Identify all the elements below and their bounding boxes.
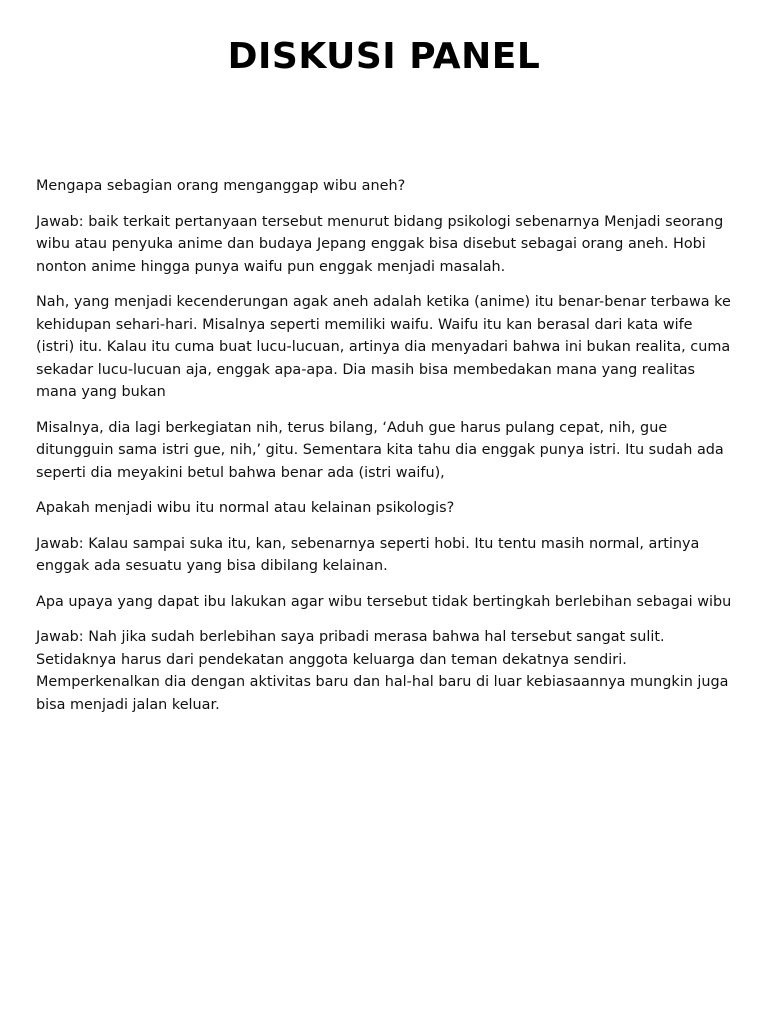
paragraph-answer-2: Jawab: Kalau sampai suka itu, kan, sebenarnya seperti hobi. Itu tentu masih normal, artinya enggak ada sesuatu yang bisa dibilang kelainan.: [36, 535, 700, 574]
paragraph-answer-3: Jawab: Nah jika sudah berlebihan saya pribadi merasa bahwa hal tersebut sangat sulit. Setidaknya harus dari pendekatan anggota keluarga dan teman dekatnya sendiri. Memperkenalkan dia dengan aktivitas baru dan hal-hal baru di luar kebiasaannya mungkin juga bisa menjadi jalan keluar.: [36, 629, 729, 713]
paragraph-question-3: Apa upaya yang dapat ibu lakukan agar wibu tersebut tidak bertingkah berlebihan sebagai wibu: [36, 593, 732, 610]
paragraph-question-1: Mengapa sebagian orang menganggap wibu aneh?: [36, 178, 406, 194]
paragraph-answer-1: Jawab: baik terkait pertanyaan tersebut menurut bidang psikologi sebenarnya Menjadi seorang wibu atau penyuka anime dan budaya Jepang enggak bisa disebut sebagai orang aneh. Hobi nonton anime hingga punya waifu pun enggak menjadi masalah.: [36, 213, 724, 275]
document-body: [36, 175, 734, 729]
page-title: DISKUSI PANEL: [227, 36, 541, 77]
paragraph-question-2: Apakah menjadi wibu itu normal atau kelainan psikologis?: [36, 500, 455, 516]
paragraph-answer-1-continued: Nah, yang menjadi kecenderungan agak aneh adalah ketika (anime) itu benar-benar terbawa ke kehidupan sehari-hari. Misalnya seperti memiliki waifu. Waifu itu kan berasal dari kata wife (istri) itu. Kalau itu cuma buat lucu-lucuan, artinya dia menyadari bahwa ini bukan realita, cuma sekadar lucu-lucuan aja, enggak apa-apa. Dia masih bisa membedakan mana yang realitas mana yang bukan: [36, 294, 731, 400]
paragraph-answer-1-example: Misalnya, dia lagi berkegiatan nih, terus bilang, ‘Aduh gue harus pulang cepat, nih, gue ditungguin sama istri gue, nih,’ gitu. Sementara kita tahu dia enggak punya istri. Itu sudah ada seperti dia meyakini betul bahwa benar ada (istri waifu),: [36, 419, 724, 481]
